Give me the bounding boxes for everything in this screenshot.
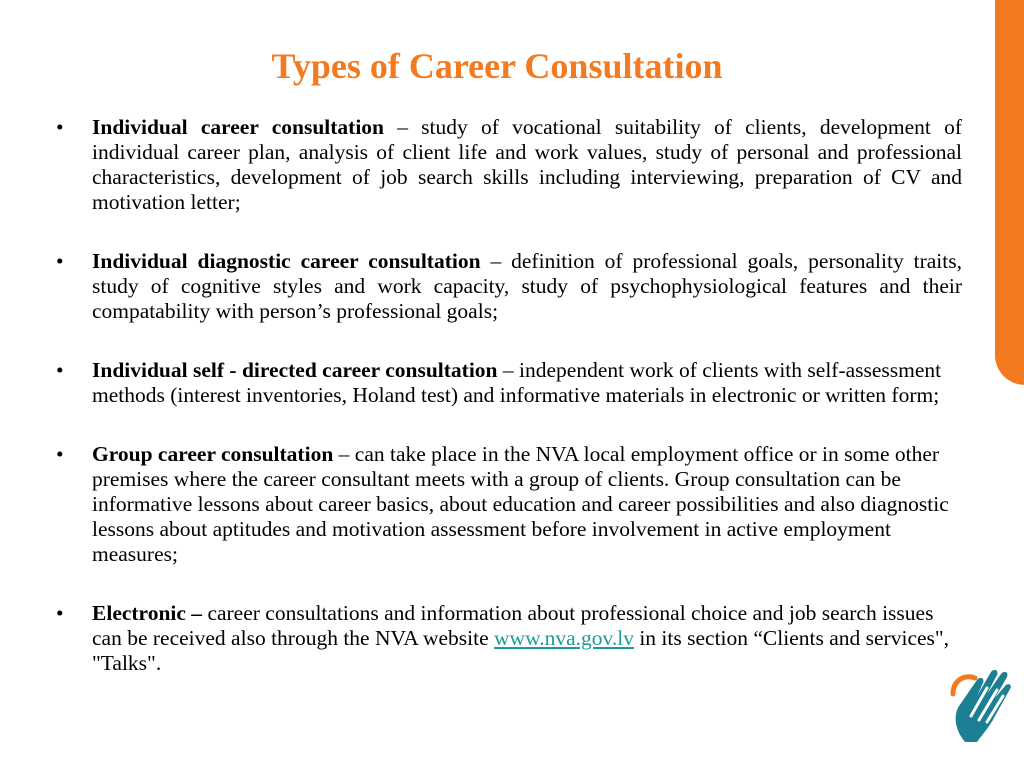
bullet-text: – can take place in the NVA local employment office or in some other premises where the career consultant meets with a group of clients. Group consultation can be informative lessons about career basics, about education and career possibilities and also diagnostic lessons about aptitudes and motivation assessment before involvement in active employment measures; [92,442,949,566]
orange-side-tab [995,0,1024,385]
bullet-term: Group career consultation [92,442,334,466]
bullet-term: Individual career consultation [92,115,385,139]
bullet-text: – independent work of clients with self-assessment methods (interest inventories, Holand test) and informative materials in electronic or written form; [92,358,942,407]
bullet-term: Individual diagnostic career consultation [92,249,481,273]
bullet-list [56,115,962,676]
bullet-term: Electronic – [92,601,203,625]
bullet-text: career consultations and information about professional choice and job search issues can be received also through the NVA website [92,601,934,650]
bullet-individual-career [56,115,962,215]
bullet-group [56,442,962,567]
bullet-text: – definition of professional goals, personality traits, study of cognitive styles and work capacity, study of psychophysiological features and their compatability with person’s professional goals; [92,249,962,323]
bullet-electronic [56,601,962,676]
nva-website-link[interactable]: www.nva.gov.lv [494,626,634,650]
bullet-individual-diagnostic [56,249,962,324]
slide-title: Types of Career Consultation [271,46,723,86]
bullet-text-after: in its section “Clients and services", "Talks". [92,626,950,675]
bullet-term: Individual self - directed career consultation [92,358,498,382]
bullet-self-directed [56,358,962,408]
nva-hand-logo-icon [947,660,1015,744]
bullet-text: – study of vocational suitability of clients, development of individual career plan, analysis of client life and work values, study of personal and professional characteristics, development of job search skills including interviewing, preparation of CV and motivation letter; [92,115,962,214]
